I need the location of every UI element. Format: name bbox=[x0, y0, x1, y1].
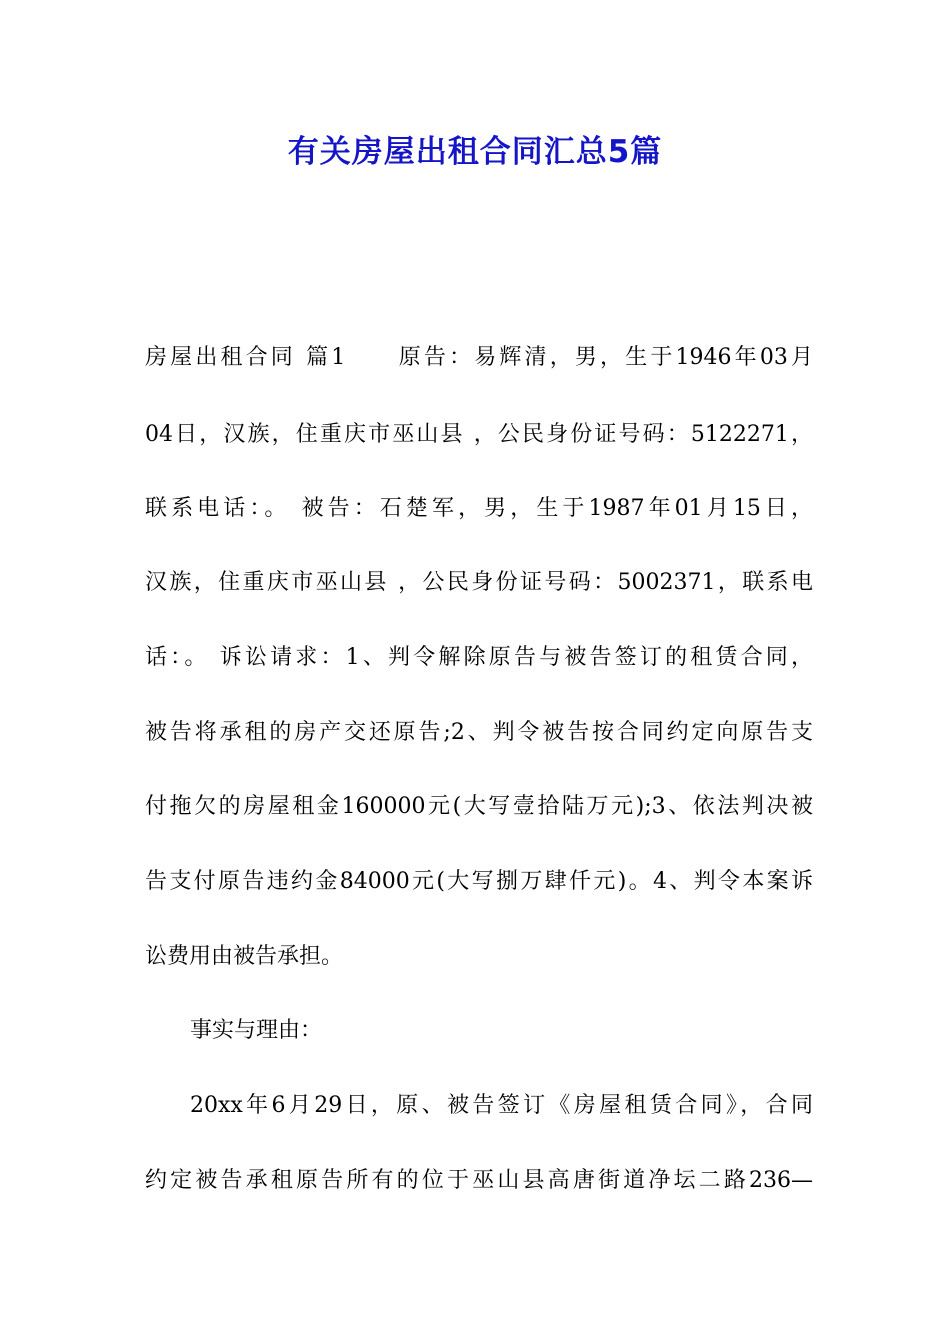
paragraph-line-4: 汉族，住重庆市巫山县 ，公民身份证号码：5002371，联系电 bbox=[145, 570, 813, 595]
paragraph-line-8: 告支付原告违约金84000元(大写捌万肆仟元)。4、判令本案诉 bbox=[145, 869, 813, 894]
paragraph-line-11: 约定被告承租原告所有的位于巫山县高唐街道净坛二路236— bbox=[145, 1168, 813, 1193]
paragraph-line-9: 讼费用由被告承担。 bbox=[145, 944, 344, 969]
paragraph-line-1: 房屋出租合同 篇1 原告：易辉清，男，生于1946年03月 bbox=[145, 345, 813, 370]
paragraph-line-6: 被告将承租的房产交还原告;2、判令被告按合同约定向原告支 bbox=[145, 720, 813, 745]
paragraph-line-2: 04日，汉族，住重庆市巫山县 ，公民身份证号码：5122271， bbox=[145, 422, 813, 447]
paragraph-line-5: 话：。 诉讼请求：1、判令解除原告与被告签订的租赁合同， bbox=[145, 645, 813, 670]
document-title: 有关房屋出租合同汇总5篇 bbox=[287, 134, 663, 170]
paragraph-line-10: 20xx年6月29日，原、被告签订《房屋租赁合同》，合同 bbox=[190, 1093, 813, 1118]
paragraph-line-7: 付拖欠的房屋租金160000元(大写壹拾陆万元);3、依法判决被 bbox=[145, 794, 813, 819]
paragraph-line-3: 联系电话：。 被告：石楚军，男，生于1987年01月15日， bbox=[145, 496, 813, 521]
section-heading-facts: 事实与理由： bbox=[190, 1018, 323, 1043]
